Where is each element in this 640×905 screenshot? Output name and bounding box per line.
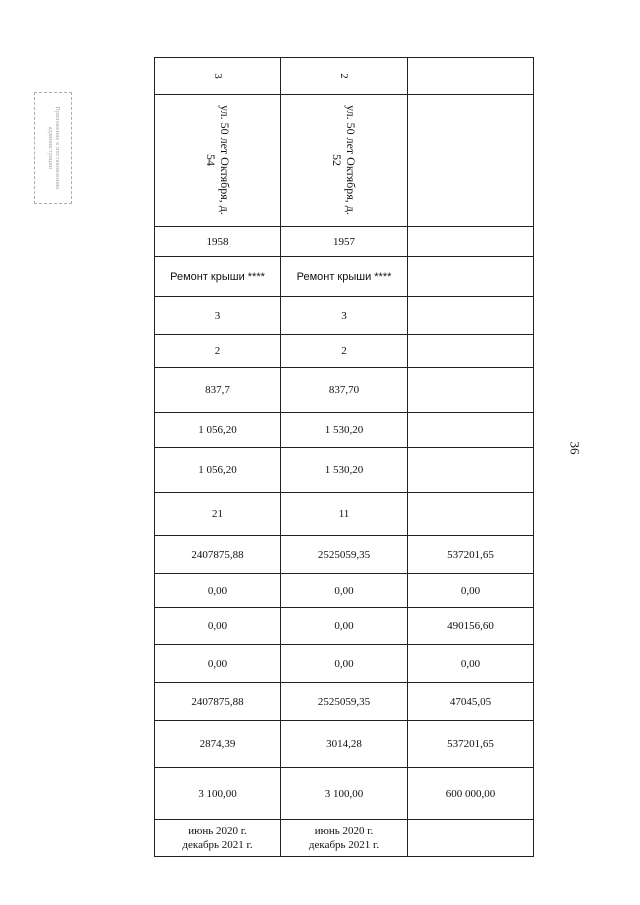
table-cell (408, 335, 534, 368)
table-row (155, 448, 534, 493)
cell-year: 1958 (155, 227, 281, 257)
table-cell: 537201,65 (408, 721, 534, 768)
table-row (155, 721, 534, 768)
table-row (155, 683, 534, 721)
table-cell: 837,7 (155, 368, 281, 413)
table-row (155, 297, 534, 335)
cell-address: ул. 50 лет Октября, д. 54 (155, 95, 281, 227)
cell-number: 2 (281, 58, 408, 95)
table-cell: 0,00 (155, 608, 281, 645)
table-cell: 490156,60 (408, 608, 534, 645)
table-row (155, 413, 534, 448)
table-cell: 2407875,88 (155, 536, 281, 574)
page-number: 36 (567, 441, 583, 455)
table-cell: 11 (281, 493, 408, 536)
table-row (155, 645, 534, 683)
table-cell: 3 100,00 (281, 768, 408, 820)
table-cell: 0,00 (408, 574, 534, 608)
table-row-number (155, 58, 534, 95)
table-cell: 3014,28 (281, 721, 408, 768)
table-cell (408, 413, 534, 448)
table-row-work-type (155, 257, 534, 297)
cell-year (408, 227, 534, 257)
cell-address: ул. 50 лет Октября, д. 52 (281, 95, 408, 227)
cell-work-type: Ремонт крыши **** (155, 257, 281, 297)
table-cell (408, 368, 534, 413)
table-cell (408, 448, 534, 493)
table-cell: 2525059,35 (281, 536, 408, 574)
table-cell (408, 493, 534, 536)
table-cell: 1 530,20 (281, 448, 408, 493)
cell-period: июнь 2020 г. декабрь 2021 г. (155, 820, 281, 857)
cell-number (408, 58, 534, 95)
table-row (155, 536, 534, 574)
table-cell: 3 100,00 (155, 768, 281, 820)
cell-work-type (408, 257, 534, 297)
table-row (155, 335, 534, 368)
stamp-text: Приложение к постановлению администрации (47, 106, 60, 190)
table-cell: 2874,39 (155, 721, 281, 768)
table-row (155, 608, 534, 645)
table-row-period (155, 820, 534, 857)
table-cell: 0,00 (408, 645, 534, 683)
cell-period (408, 820, 534, 857)
approval-stamp (34, 92, 72, 204)
table-row (155, 768, 534, 820)
cell-address (408, 95, 534, 227)
table-cell: 837,70 (281, 368, 408, 413)
table-cell: 2407875,88 (155, 683, 281, 721)
cell-work-type: Ремонт крыши **** (281, 257, 408, 297)
table-row (155, 368, 534, 413)
table-cell: 0,00 (281, 574, 408, 608)
table-cell (408, 297, 534, 335)
table-cell: 600 000,00 (408, 768, 534, 820)
table-cell: 0,00 (281, 608, 408, 645)
cell-year: 1957 (281, 227, 408, 257)
table-row-address (155, 95, 534, 227)
table-cell: 1 056,20 (155, 413, 281, 448)
cell-period: июнь 2020 г. декабрь 2021 г. (281, 820, 408, 857)
data-table (154, 57, 534, 857)
table-cell: 0,00 (155, 645, 281, 683)
table-cell: 3 (155, 297, 281, 335)
table-cell: 2 (281, 335, 408, 368)
table-cell: 3 (281, 297, 408, 335)
cell-number: 3 (155, 58, 281, 95)
table-cell: 537201,65 (408, 536, 534, 574)
table-row (155, 574, 534, 608)
table-cell: 2525059,35 (281, 683, 408, 721)
table-row-year (155, 227, 534, 257)
table-cell: 2 (155, 335, 281, 368)
table-cell: 0,00 (155, 574, 281, 608)
table-cell: 0,00 (281, 645, 408, 683)
table-row (155, 493, 534, 536)
table-cell: 1 056,20 (155, 448, 281, 493)
table-cell: 1 530,20 (281, 413, 408, 448)
table-cell: 21 (155, 493, 281, 536)
table-cell: 47045,05 (408, 683, 534, 721)
